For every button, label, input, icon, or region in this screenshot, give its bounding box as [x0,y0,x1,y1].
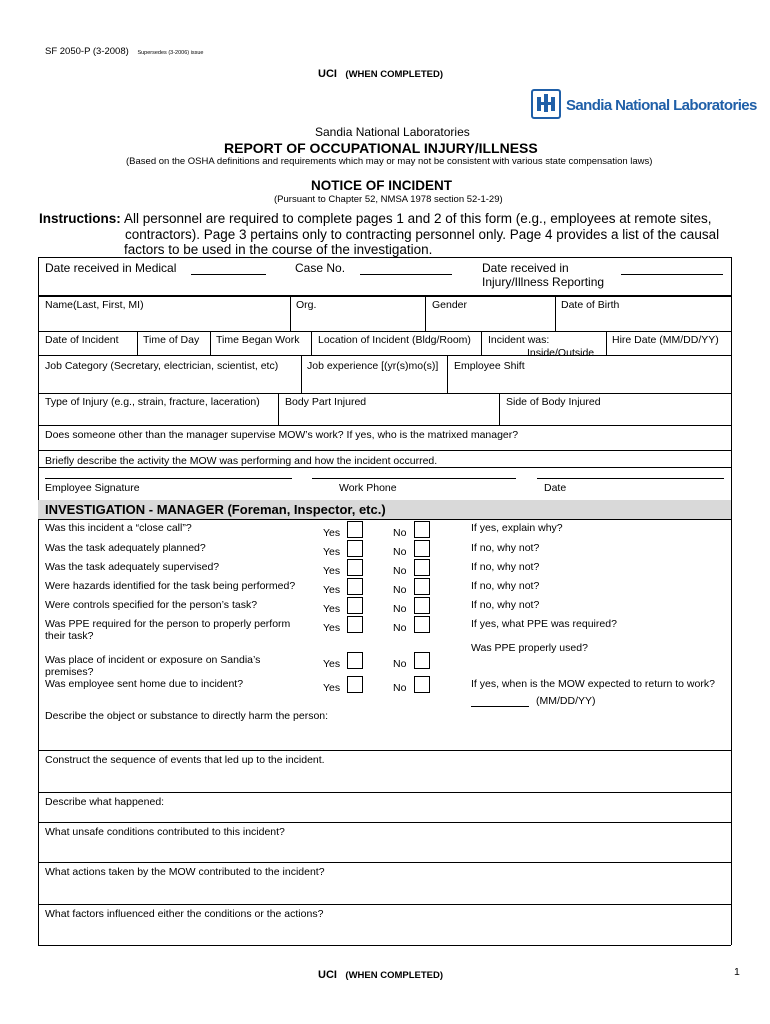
uci-footer-note: (WHEN COMPLETED) [345,970,444,981]
date-received-reporting-field[interactable] [621,274,723,275]
q7-no-checkbox[interactable] [414,652,430,669]
notice-title: NOTICE OF INCIDENT [311,178,452,193]
return-date-field[interactable] [471,706,529,707]
q3-yes-checkbox[interactable] [347,559,363,576]
no-label: No [393,682,407,694]
close-call-followup: If yes, explain why? [471,522,563,534]
q8-no-checkbox[interactable] [414,676,430,693]
question-close-call: Was this incident a “close call”? [45,522,192,534]
work-phone-field[interactable] [312,478,516,479]
question-task-supervised: Was the task adequately supervised? [45,561,220,573]
investigation-title: INVESTIGATION - MANAGER (Foreman, Inspector, etc.) [45,502,386,517]
yes-label: Yes [323,527,341,539]
no-label: No [393,603,407,615]
report-subtitle: (Based on the OSHA definitions and requirements which may or may not be consistent with various state compensation laws) [126,156,653,167]
form-id-text: SF 2050-P (3-2008) [45,46,129,57]
q7-yes-checkbox[interactable] [347,652,363,669]
question-hazards-identified: Were hazards identified for the task being performed? [45,580,296,592]
date-received-line2: Injury/Illness Reporting [482,275,605,289]
task-planned-followup: If no, why not? [471,542,540,554]
side-of-body-label: Side of Body Injured [506,396,601,408]
instructions-label: Instructions: [39,211,121,226]
q5-no-checkbox[interactable] [414,597,430,614]
no-label: No [393,622,407,634]
sequence-label: Construct the sequence of events that led up to the incident. [45,754,325,766]
mow-actions-label: What actions taken by the MOW contributed to the incident? [45,866,325,878]
hazards-followup: If no, why not? [471,580,540,592]
instructions-line: contractors). Page 3 pertains only to contracting personnel only. Page 4 provides a list of the causal [125,226,720,242]
q8-yes-checkbox[interactable] [347,676,363,693]
date-of-incident-label: Date of Incident [45,334,119,346]
time-of-day-label: Time of Day [143,334,200,346]
q4-no-checkbox[interactable] [414,578,430,595]
q6-yes-checkbox[interactable] [347,616,363,633]
body-part-label: Body Part Injured [285,396,367,408]
premises-line1: Was place of incident or exposure on Sandia’s [45,654,261,666]
report-title: REPORT OF OCCUPATIONAL INJURY/ILLNESS [224,140,538,156]
return-to-work-question: If yes, when is the MOW expected to return to work? [471,678,715,690]
case-no-field[interactable] [360,274,452,275]
q1-yes-checkbox[interactable] [347,521,363,538]
q2-yes-checkbox[interactable] [347,540,363,557]
uci-header [318,64,443,82]
matrixed-manager-label: Does someone other than the manager supervise MOW’s work? If yes, who is the matrixed manager? [45,429,519,441]
supersedes-note: Supersedes (3-2006) issue [137,50,204,56]
no-label: No [393,565,407,577]
uci-footer [318,965,443,983]
q6-no-checkbox[interactable] [414,616,430,633]
logo-text: Sandia National Laboratories [566,97,757,114]
describe-object-label: Describe the object or substance to directly harm the person: [45,710,329,722]
no-label: No [393,527,407,539]
question-sent-home: Was employee sent home due to incident? [45,678,244,690]
no-label: No [393,546,407,558]
form-id [45,46,203,57]
employee-signature-label: Employee Signature [45,482,140,494]
premises-line2: premises? [45,666,94,678]
uci-footer-label: UCI [318,969,337,981]
q4-yes-checkbox[interactable] [347,578,363,595]
yes-label: Yes [323,682,341,694]
date-received-line1: Date received in [482,261,569,275]
q2-no-checkbox[interactable] [414,540,430,557]
instructions [39,211,121,226]
location-label: Location of Incident (Bldg/Room) [318,334,471,346]
uci-note: (WHEN COMPLETED) [345,69,444,80]
q3-no-checkbox[interactable] [414,559,430,576]
hire-date-label: Hire Date (MM/DD/YY) [612,334,719,346]
dob-label: Date of Birth [561,299,620,311]
name-label: Name(Last, First, MI) [45,299,144,311]
question-sandia-premises [45,654,260,678]
date-field[interactable] [537,478,724,479]
notice-subtitle: (Pursuant to Chapter 52, NMSA 1978 section 52-1-29) [274,194,503,205]
yes-label: Yes [323,584,341,596]
no-label: No [393,584,407,596]
date-received-medical-field[interactable] [191,274,266,275]
work-phone-label: Work Phone [339,482,397,494]
incident-was-label: Incident was: [488,334,550,346]
inside-outside-label: Inside/Outside [527,347,595,359]
yes-label: Yes [323,658,341,670]
ppe-used-question: Was PPE properly used? [471,642,588,654]
time-began-work-label: Time Began Work [216,334,300,346]
org-label: Org. [296,299,317,311]
page-number: 1 [734,966,740,978]
yes-label: Yes [323,622,341,634]
factors-label: What factors influenced either the conditions or the actions? [45,908,324,920]
employee-signature-field[interactable] [45,478,292,479]
question-task-planned: Was the task adequately planned? [45,542,206,554]
ppe-required-followup: If yes, what PPE was required? [471,618,617,630]
case-no-label: Case No. [295,261,346,275]
org-name: Sandia National Laboratories [315,125,470,139]
unsafe-conditions-label: What unsafe conditions contributed to this incident? [45,826,285,838]
gender-label: Gender [432,299,468,311]
return-date-format: (MM/DD/YY) [536,695,596,707]
no-label: No [393,658,407,670]
sandia-logo-icon [531,89,561,119]
yes-label: Yes [323,546,341,558]
q5-yes-checkbox[interactable] [347,597,363,614]
yes-label: Yes [323,603,341,615]
instructions-line: factors to be used in the course of the investigation. [124,242,433,257]
uci-label: UCI [318,68,337,80]
question-controls-specified: Were controls specified for the person’s task? [45,599,258,611]
ppe-line1: Was PPE required for the person to properly perform [45,618,291,630]
date-received-reporting-label [482,261,604,289]
task-supervised-followup: If no, why not? [471,561,540,573]
ppe-line2: their task? [45,630,94,642]
q1-no-checkbox[interactable] [414,521,430,538]
job-experience-label: Job experience [(yr(s)mo(s)] [307,360,439,372]
question-ppe-required [45,618,290,642]
date-label: Date [544,482,567,494]
instructions-body [124,211,719,258]
date-received-medical-label: Date received in Medical [45,261,177,275]
instructions-line: All personnel are required to complete pages 1 and 2 of this form (e.g., employees at remote sites, [124,211,712,226]
employee-shift-label: Employee Shift [454,360,525,372]
controls-followup: If no, why not? [471,599,540,611]
job-category-label: Job Category (Secretary, electrician, scientist, etc) [45,360,279,372]
yes-label: Yes [323,565,341,577]
describe-happened-label: Describe what happened: [45,796,165,808]
activity-label: Briefly describe the activity the MOW was performing and how the incident occurred. [45,455,438,467]
type-of-injury-label: Type of Injury (e.g., strain, fracture, laceration) [45,396,260,408]
